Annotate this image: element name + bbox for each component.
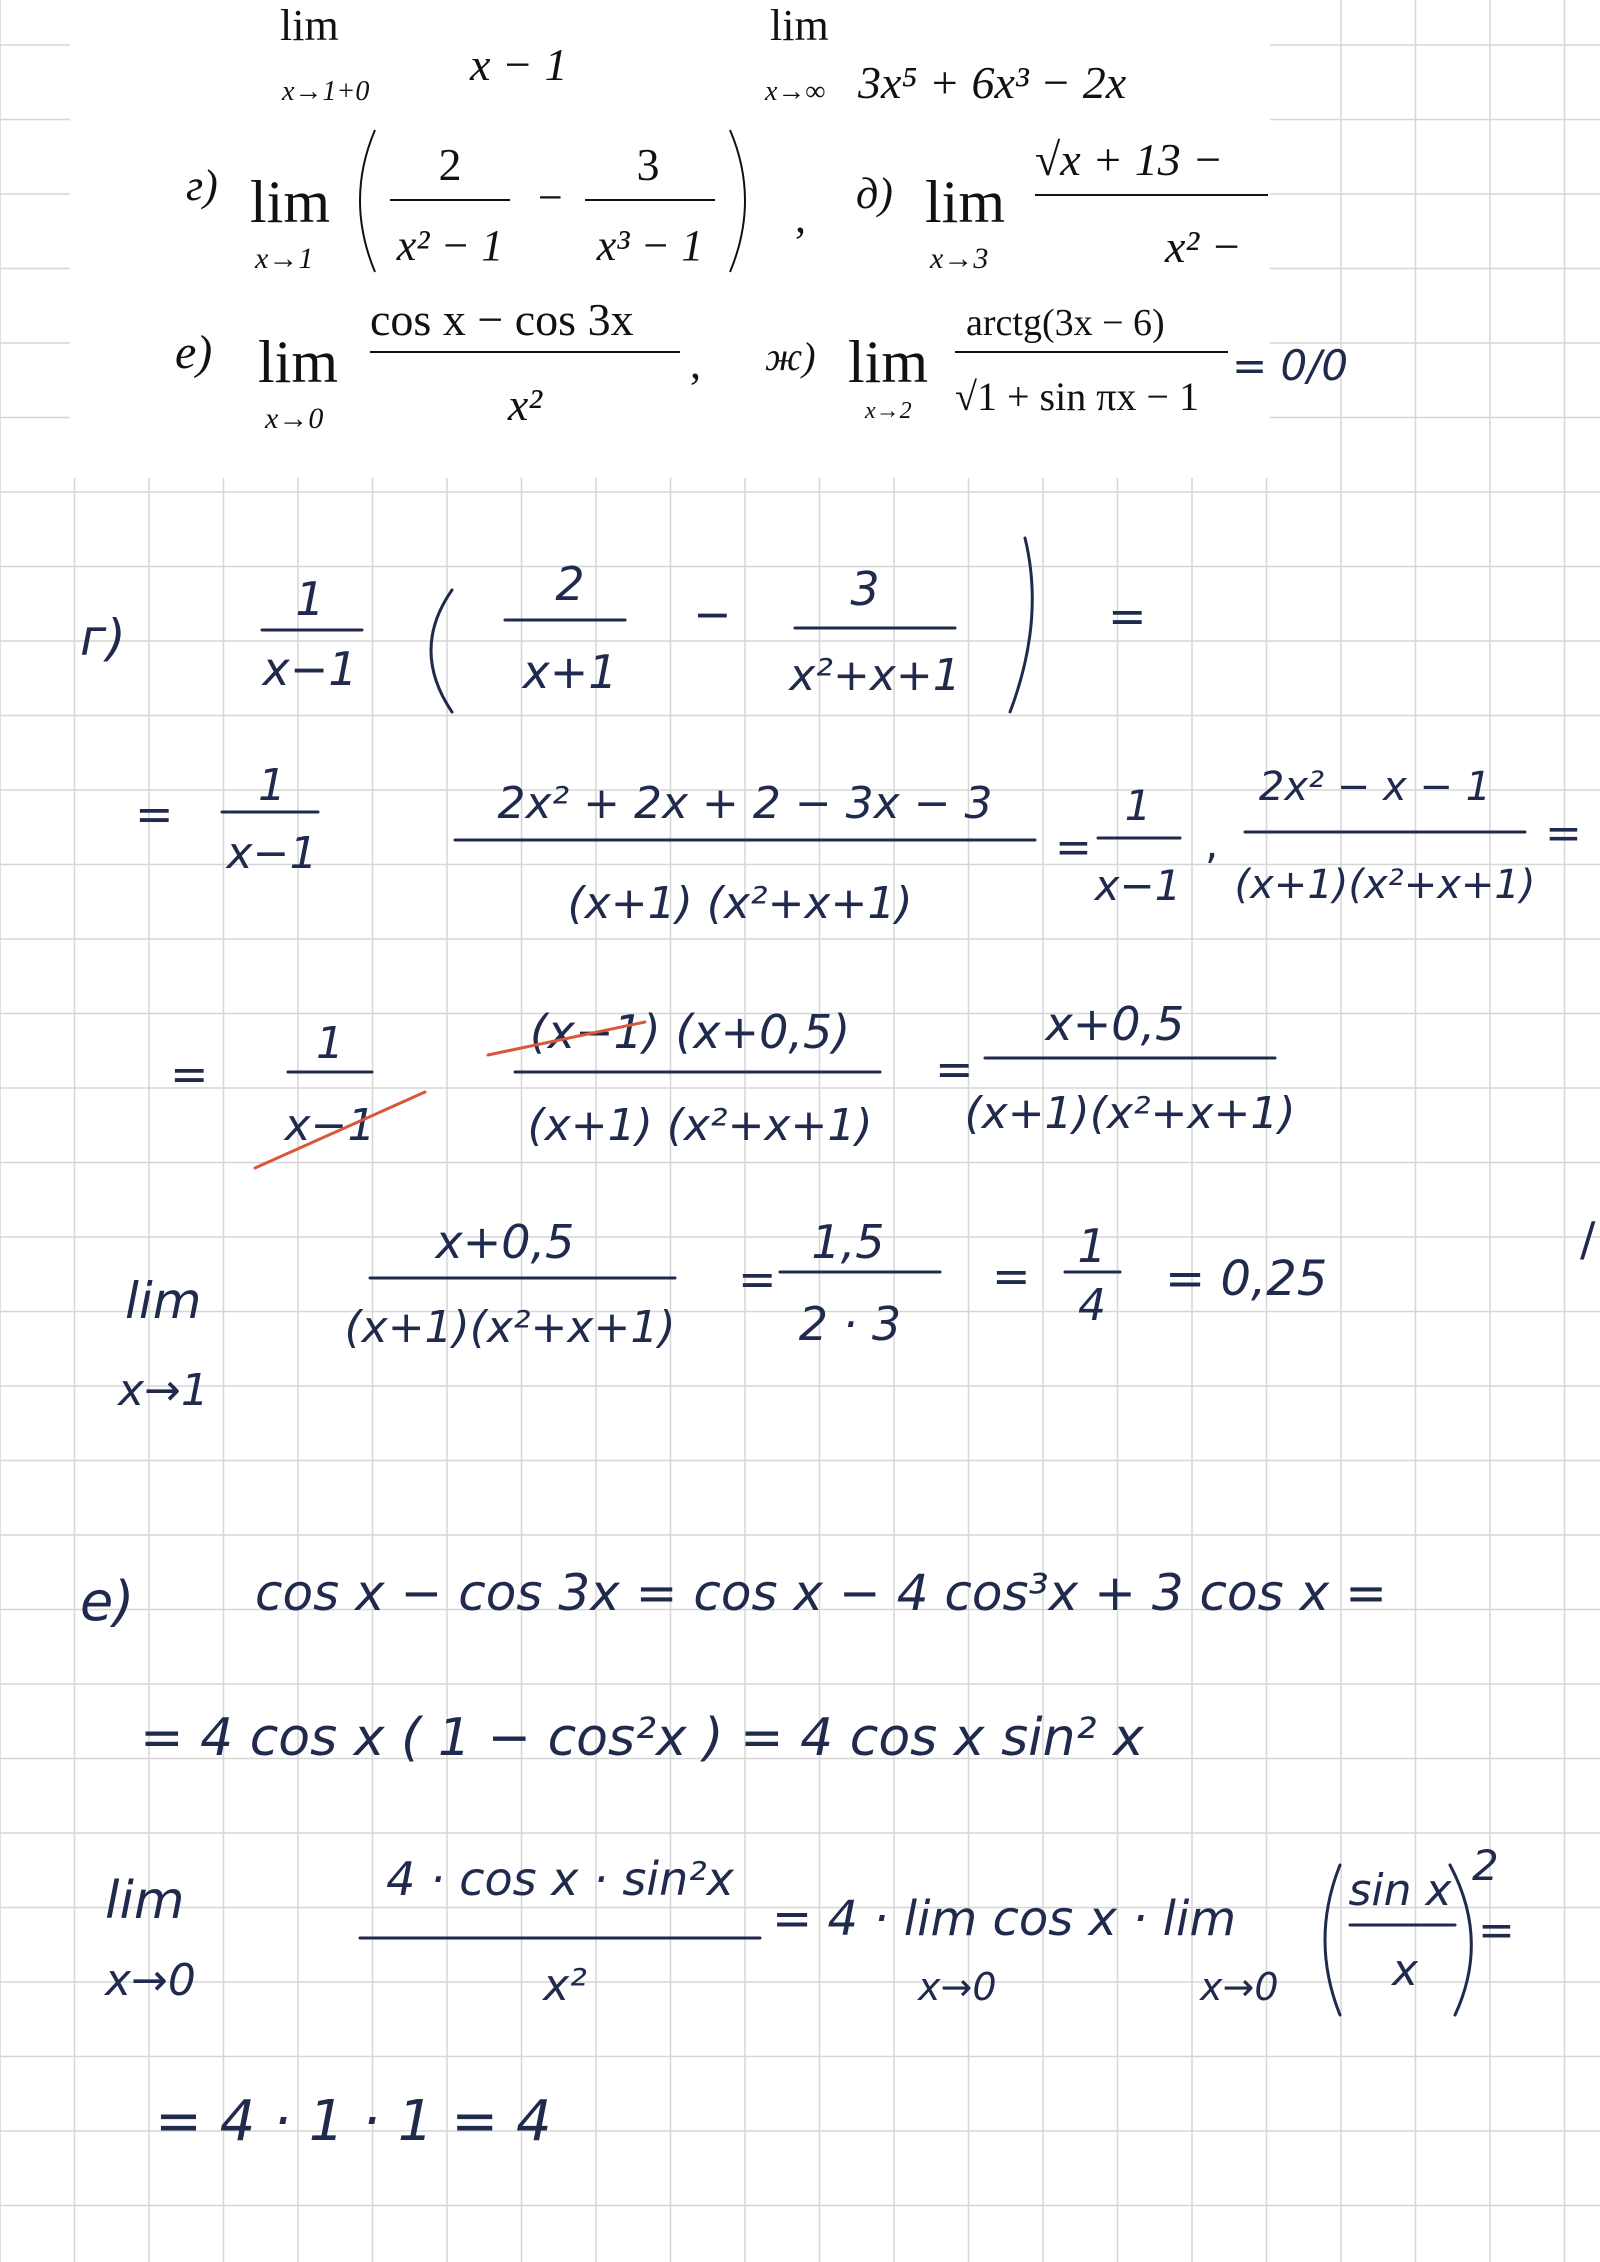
limit-subscript: x→0 xyxy=(918,1965,997,2009)
solution-g-line-3 xyxy=(170,997,1296,1168)
right-paren xyxy=(1010,538,1032,712)
denominator: x xyxy=(1391,1945,1419,1996)
numerator: 2 xyxy=(555,557,585,611)
numerator: (x−1) (x+0,5) xyxy=(529,1005,851,1059)
denominator: 4 xyxy=(1078,1280,1106,1331)
problem-label: e) xyxy=(175,326,213,379)
lim-text: lim xyxy=(258,329,339,395)
numerator: 2 xyxy=(438,139,462,190)
solution-e-line-3 xyxy=(103,1841,1515,2015)
problem-label: д) xyxy=(856,169,893,218)
solution-label: e) xyxy=(80,1570,135,1633)
lim-text: lim xyxy=(125,1272,202,1330)
denominator: x² − xyxy=(1165,221,1242,272)
equals-sign: = xyxy=(1545,808,1582,859)
denominator: √1 + sin πx − 1 xyxy=(955,374,1199,419)
minus-sign: − xyxy=(538,173,563,222)
denominator: 3x⁵ + 6x³ − 2x xyxy=(858,57,1127,108)
result: = 0,25 xyxy=(1165,1251,1328,1307)
denominator: x³ − 1 xyxy=(596,221,704,270)
equals-sign: = xyxy=(135,787,174,841)
limit-product: = 4 · lim cos x · lim xyxy=(772,1891,1237,1947)
limit-subscript: x→0 xyxy=(105,1955,196,2006)
equals-sign: = xyxy=(992,1249,1031,1303)
numerator: 2x² + 2x + 2 − 3x − 3 xyxy=(497,778,993,829)
lim-text: lim xyxy=(848,329,929,395)
left-paren xyxy=(1325,1865,1340,2015)
printed-problems xyxy=(70,0,1348,478)
numerator: √x + 13 − xyxy=(1035,134,1224,185)
denominator: x+1 xyxy=(522,645,618,699)
limit-subscript: x→∞ xyxy=(765,76,826,107)
equals-sign: = xyxy=(1055,822,1092,873)
limit-subscript: x→1+0 xyxy=(282,76,370,107)
denominator: x² xyxy=(543,1960,587,2011)
solution-e-line-1: cos x − cos 3x = cos x − 4 cos³x + 3 cos x = xyxy=(255,1564,1387,1622)
denominator: x−1 xyxy=(262,642,358,696)
numerator: 1 xyxy=(1077,1219,1107,1273)
numerator: 1,5 xyxy=(811,1215,885,1269)
denominator: (x+1) (x²+x+1) xyxy=(527,1100,873,1151)
solution-g-line-4 xyxy=(116,1215,1327,1416)
denominator: x−1 xyxy=(226,828,318,879)
lim-text: lim xyxy=(105,1871,185,1931)
solution-e-line-2: = 4 cos x ( 1 − cos²x ) = 4 cos x sin² x xyxy=(140,1708,1144,1768)
solution-label: г) xyxy=(80,609,126,667)
limit-subscript: x→0 xyxy=(265,402,324,435)
solution-e-line-4: = 4 · 1 · 1 = 4 xyxy=(155,2089,552,2154)
solution-g-line-1 xyxy=(260,538,1146,712)
comma: , xyxy=(690,339,701,388)
equals-sign: = xyxy=(935,1042,974,1096)
denominator: x² − 1 xyxy=(396,221,504,270)
limit-subscript: x→0 xyxy=(1200,1965,1279,2009)
solution-g-line-2 xyxy=(135,760,1582,929)
numerator: 1 xyxy=(258,760,286,811)
denominator: x−1 xyxy=(284,1100,376,1151)
margin-mark: / xyxy=(1580,1212,1596,1266)
numerator: 3 xyxy=(850,562,880,616)
handwritten-indeterminate: = 0/0 xyxy=(1232,341,1349,390)
problem-label: ж) xyxy=(765,334,816,379)
minus-sign: − xyxy=(693,587,732,641)
lim-text: lim xyxy=(280,1,339,50)
numerator: x+0,5 xyxy=(435,1215,575,1269)
equals-sign: = xyxy=(738,1252,777,1306)
equals-sign: = xyxy=(170,1047,209,1101)
equals-sign: = xyxy=(1108,589,1147,643)
denominator: 2 · 3 xyxy=(798,1297,902,1351)
left-paren xyxy=(431,590,452,712)
problem-label: г) xyxy=(186,161,218,210)
limit-subscript: x→2 xyxy=(865,398,912,424)
exponent: 2 xyxy=(1472,1841,1499,1890)
lim-text: lim xyxy=(250,169,331,235)
denominator: x − 1 xyxy=(470,39,568,90)
limit-subscript: x→1 xyxy=(118,1365,209,1416)
solution-e xyxy=(80,1564,1515,2154)
numerator: 2x² − x − 1 xyxy=(1258,764,1492,810)
denominator: x²+x+1 xyxy=(789,650,961,701)
comma: , xyxy=(795,193,806,242)
equals-sign: = xyxy=(1478,1905,1515,1956)
denominator: x² xyxy=(507,379,543,430)
numerator: 1 xyxy=(295,572,325,626)
numerator: 4 · cos x · sin²x xyxy=(386,1852,734,1906)
numerator: cos x − cos 3x xyxy=(370,294,634,345)
denominator: x−1 xyxy=(1094,861,1182,910)
numerator: arctg(3x − 6) xyxy=(966,302,1165,344)
numerator: 1 xyxy=(1124,781,1152,830)
numerator: sin x xyxy=(1348,1865,1452,1916)
denominator: (x+1) (x²+x+1) xyxy=(567,878,913,929)
limit-subscript: x→3 xyxy=(930,242,989,275)
numerator: 3 xyxy=(636,139,660,190)
right-paren xyxy=(1450,1865,1471,2015)
numerator: x+0,5 xyxy=(1045,997,1185,1051)
limit-subscript: x→1 xyxy=(255,242,314,275)
solution-g xyxy=(80,538,1582,1416)
denominator: (x+1)(x²+x+1) xyxy=(344,1302,676,1353)
lim-text: lim xyxy=(925,169,1006,235)
comma: , xyxy=(1205,819,1219,868)
denominator: (x+1)(x²+x+1) xyxy=(1234,862,1536,908)
lim-text: lim xyxy=(770,1,829,50)
denominator: (x+1)(x²+x+1) xyxy=(964,1088,1296,1139)
numerator: 1 xyxy=(316,1018,344,1069)
